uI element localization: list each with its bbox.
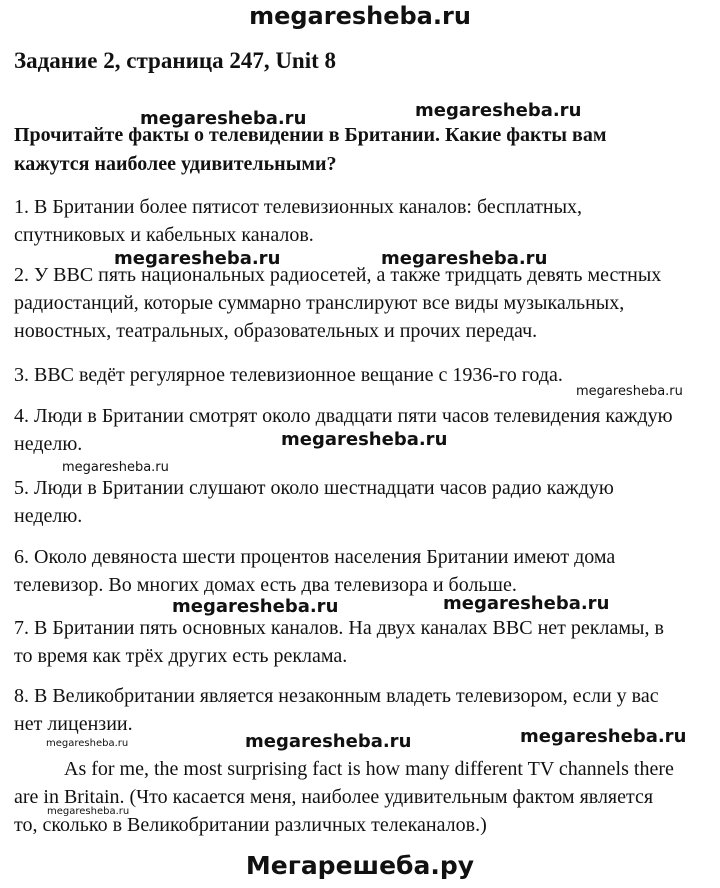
fact-3-line: 3. BBC ведёт регулярное телевизионное вещание с 1936-го года. [14, 364, 563, 386]
answer-line: are in Britain. (Что касается меня, наиболее удивительным фактом является [14, 786, 654, 808]
watermark: megaresheba.ru [47, 806, 130, 817]
watermark: megaresheba.ru [415, 100, 582, 121]
answer-line: то, сколько в Великобритании различных телеканалов.) [14, 814, 487, 836]
watermark: megaresheba.ru [520, 726, 687, 747]
fact-5-line: 5. Люди в Британии слушают около шестнадцати часов радио каждую [14, 477, 614, 499]
answer-line: As for me, the most surprising fact is how many different TV channels there [64, 758, 674, 780]
footer-brand[interactable]: Мегарешеба.ру [245, 851, 475, 880]
watermark: megaresheba.ru [576, 384, 683, 399]
watermark: megaresheba.ru [381, 248, 548, 269]
watermark: megaresheba.ru [140, 108, 307, 129]
watermark: megaresheba.ru [172, 596, 339, 617]
fact-7-line: то время как трёх других есть реклама. [14, 645, 348, 667]
fact-2-line: новостных, театральных, образовательных и прочих передач. [14, 320, 538, 342]
watermark: megaresheba.ru [46, 738, 129, 749]
watermark: megaresheba.ru [114, 248, 281, 269]
fact-2-line: 2. У BBC пять национальных радиосетей, а также тридцать девять местных [14, 264, 662, 286]
fact-5-line: неделю. [14, 505, 83, 527]
question-line: кажутся наиболее удивительными? [14, 153, 337, 175]
fact-8-line: 8. В Великобритании является незаконным владеть телевизором, если у вас [14, 685, 659, 707]
fact-7-line: 7. В Британии пять основных каналов. На двух каналах BBC нет рекламы, в [14, 617, 664, 639]
watermark: megaresheba.ru [245, 731, 412, 752]
watermark: megaresheba.ru [443, 593, 610, 614]
site-header[interactable]: megaresheba.ru [249, 2, 471, 30]
task-title: Задание 2, страница 247, Unit 8 [14, 48, 337, 73]
fact-6-line: телевизор. Во многих домах есть два телевизора и больше. [14, 574, 517, 596]
fact-4-line: 4. Люди в Британии смотрят около двадцати пяти часов телевидения каждую [14, 405, 673, 427]
fact-1-line: спутниковых и кабельных каналов. [14, 224, 314, 246]
watermark: megaresheba.ru [281, 429, 448, 450]
question-line: Прочитайте факты о телевидении в Британии. Какие факты вам [14, 124, 607, 146]
watermark: megaresheba.ru [62, 460, 169, 475]
fact-8-line: нет лицензии. [14, 713, 133, 735]
fact-1-line: 1. В Британии более пятисот телевизионных каналов: бесплатных, [14, 196, 583, 218]
fact-6-line: 6. Около девяноста шести процентов населения Британии имеют дома [14, 546, 616, 568]
fact-2-line: радиостанций, которые суммарно транслируют все виды музыкальных, [14, 292, 625, 314]
fact-4-line: неделю. [14, 433, 83, 455]
